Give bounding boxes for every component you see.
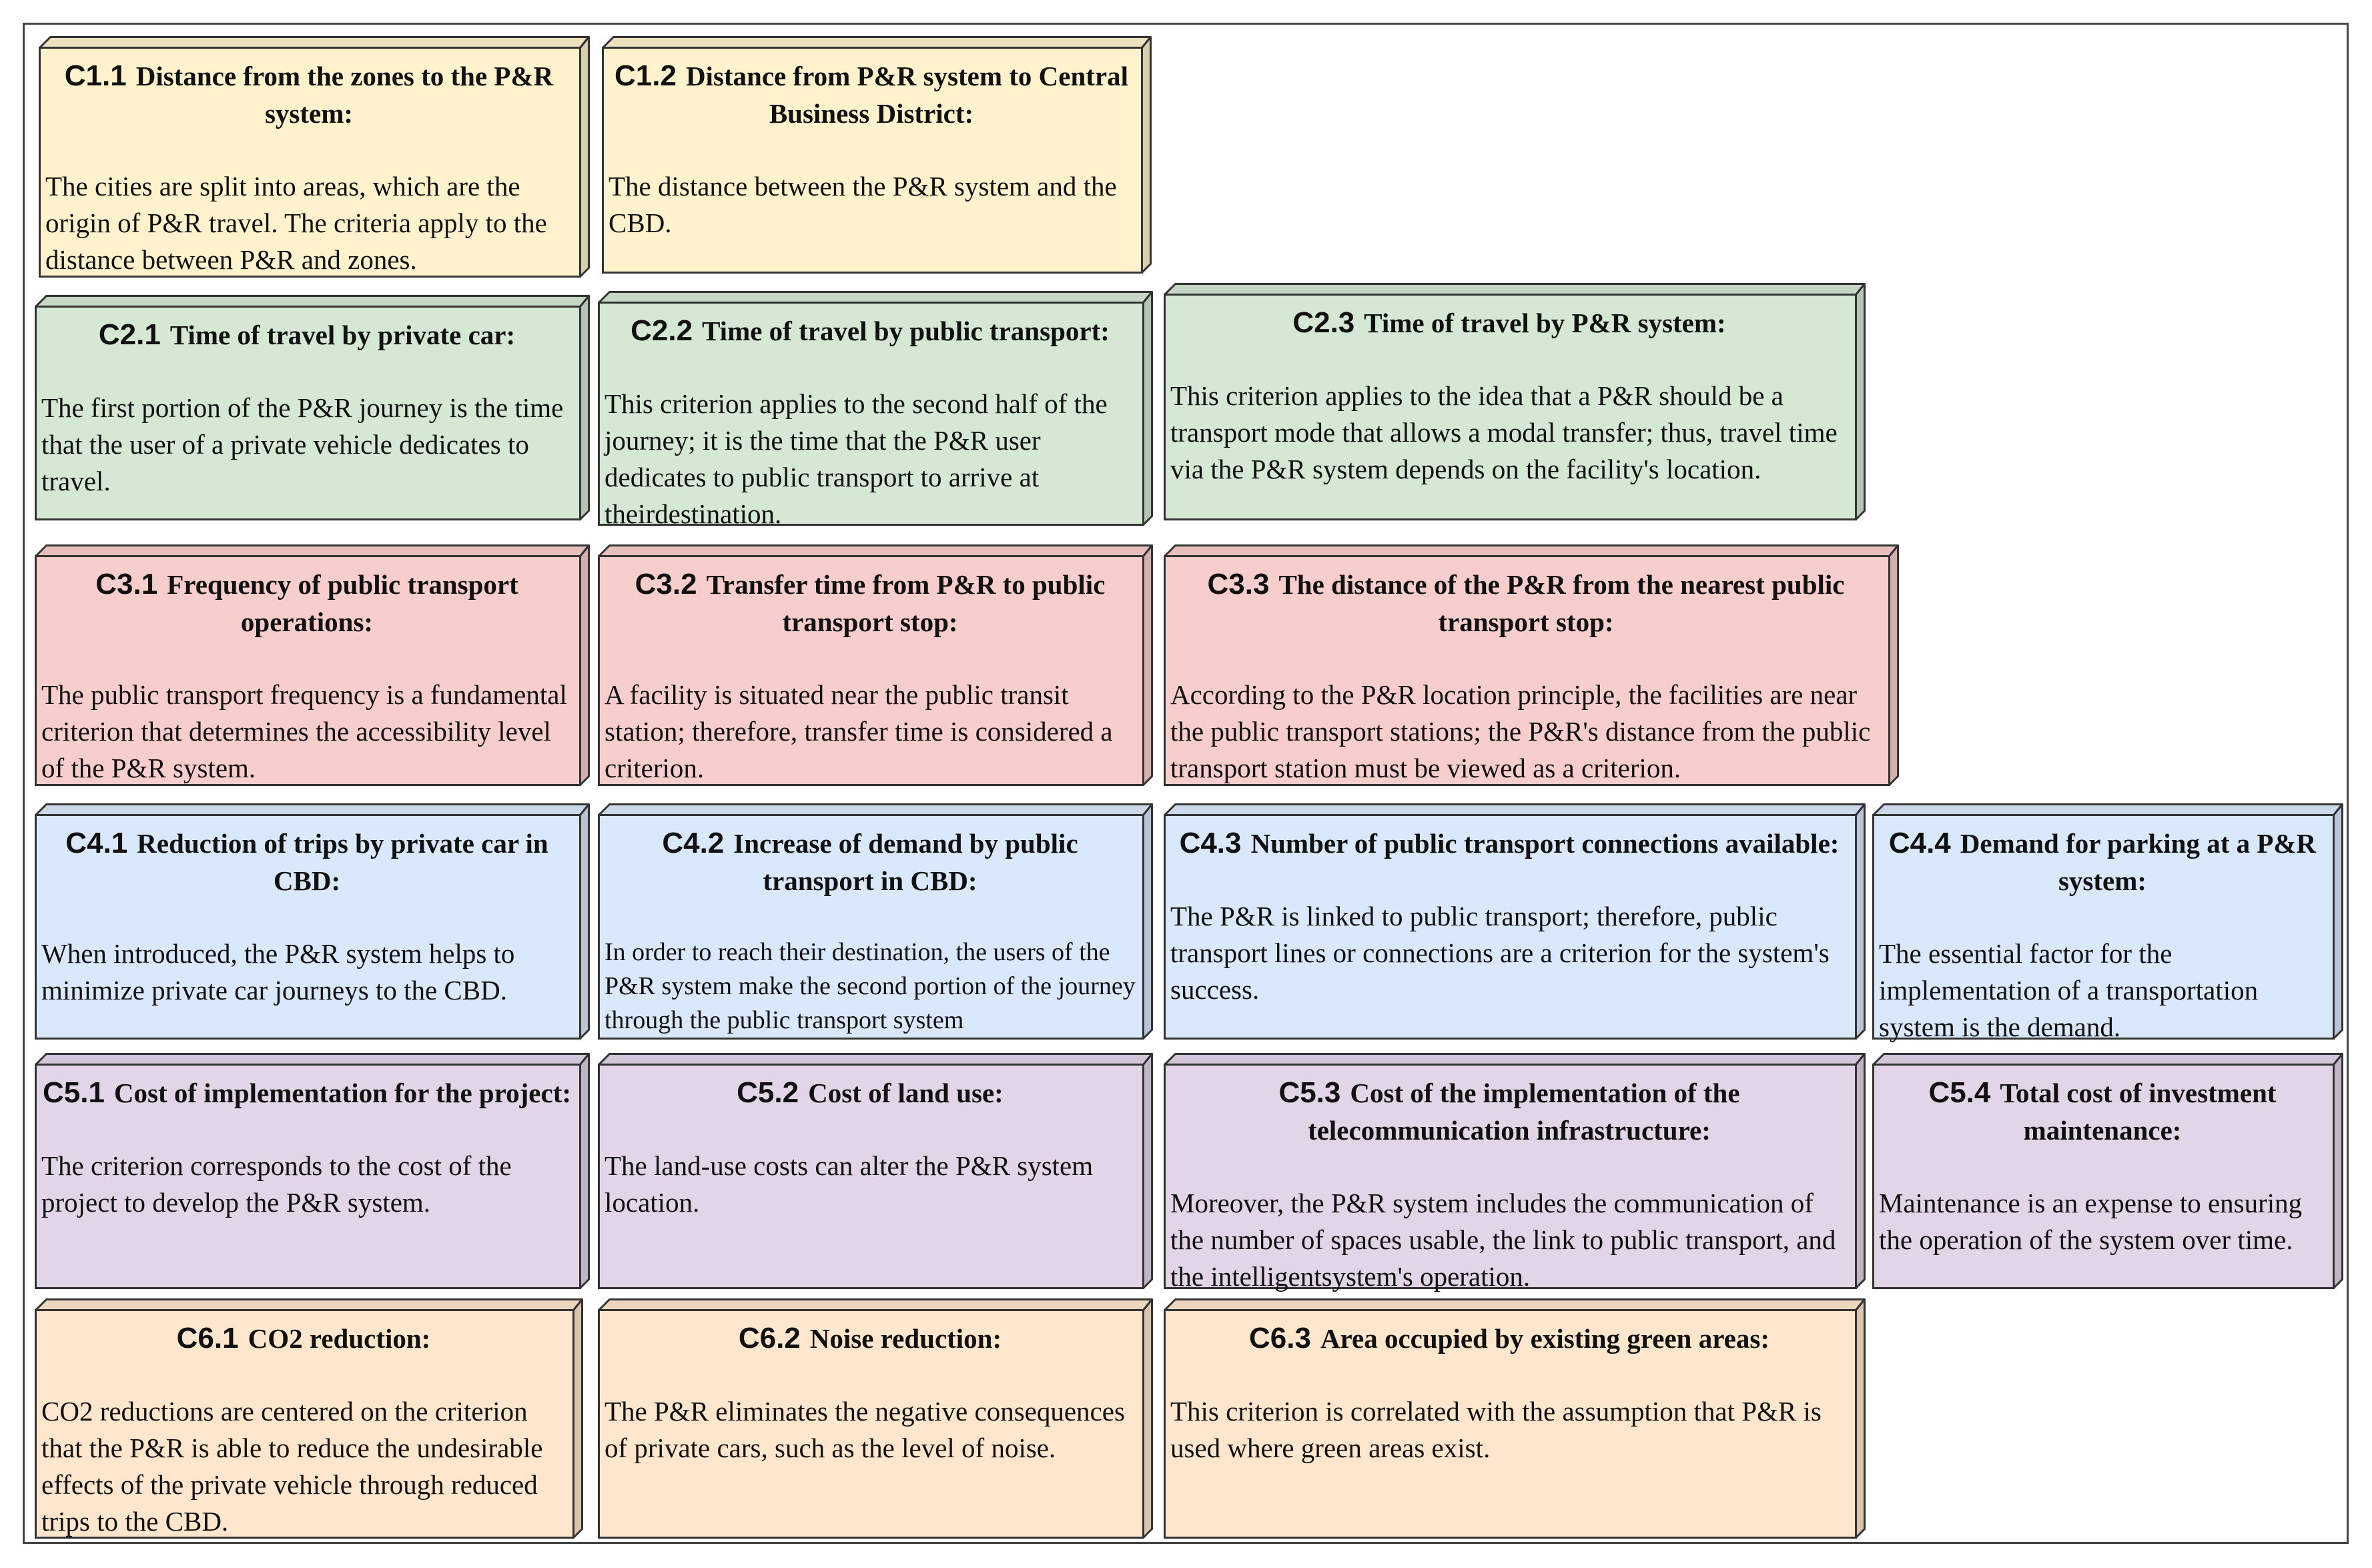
box-top-face xyxy=(36,1300,582,1310)
criterion-c2-2 xyxy=(598,291,1153,529)
box-top-face xyxy=(1874,1054,2343,1065)
box-side-face xyxy=(574,1300,582,1538)
criterion-description: According to the P&R location principle, the facilities are near the public transport stations; the P&R's distance from the public transport station must be viewed as a criterion. xyxy=(1170,679,1871,783)
criterion-title: C6.3 Area occupied by existing green areas: xyxy=(1249,1322,1769,1354)
criterion-c3-3 xyxy=(1164,544,1899,786)
box-side-face xyxy=(1144,1054,1152,1288)
criterion-code: C5.4 xyxy=(1928,1076,1991,1109)
box-side-face xyxy=(1144,292,1152,525)
criterion-c4-3 xyxy=(1164,803,1866,1040)
criterion-c3-1 xyxy=(35,544,590,786)
box-top-face xyxy=(1165,546,1898,556)
criterion-description: The first portion of the P&R journey is the time that the user of a private vehicle dedicates to travel. xyxy=(41,392,564,496)
criterion-description: The essential factor for the implementation of a transportation system is the demand. xyxy=(1879,938,2259,1042)
criterion-title: C4.2 Increase of demand by public transport in CBD: xyxy=(662,827,1078,896)
box-top-face xyxy=(1165,284,1865,295)
box-side-face xyxy=(580,296,589,520)
criterion-code: C4.4 xyxy=(1888,827,1951,859)
box-side-face xyxy=(1856,1054,1865,1288)
criterion-code: C1.1 xyxy=(64,59,127,92)
criterion-description: CO2 reductions are centered on the criterion that the P&R is able to reduce the undesirable effects of the private vehicle through reduced trips to the CBD. xyxy=(41,1396,543,1537)
criterion-code: C1.2 xyxy=(615,59,677,92)
criterion-title: C3.1 Frequency of public transport operations: xyxy=(95,568,518,637)
box-side-face xyxy=(1144,1300,1152,1538)
box-side-face xyxy=(1890,546,1898,785)
criterion-code: C3.1 xyxy=(95,568,158,601)
criterion-description: The distance between the P&R system and the CBD. xyxy=(609,171,1117,238)
box-side-face xyxy=(580,1054,589,1288)
criterion-c5-3 xyxy=(1164,1053,1866,1292)
criterion-description: The criterion corresponds to the cost of the project to develop the P&R system. xyxy=(41,1150,512,1218)
criterion-code: C3.3 xyxy=(1207,568,1270,601)
criterion-code: C6.3 xyxy=(1249,1322,1311,1354)
criterion-description: The cities are split into areas, which are the origin of P&R travel. The criteria apply to the distance between P&R and zones. xyxy=(45,171,547,275)
criterion-title: C2.2 Time of travel by public transport: xyxy=(631,314,1110,347)
criterion-c6-1 xyxy=(35,1298,583,1539)
criterion-c2-3 xyxy=(1164,283,1866,520)
box-top-face xyxy=(599,546,1152,556)
criterion-title: C4.4 Demand for parking at a P&R system: xyxy=(1888,827,2317,896)
criterion-c5-1 xyxy=(35,1053,590,1289)
criterion-code: C4.3 xyxy=(1179,827,1242,859)
criterion-code: C6.2 xyxy=(738,1322,801,1354)
box-top-face xyxy=(1165,1300,1865,1310)
criterion-title: C6.1 CO2 reduction: xyxy=(176,1322,431,1354)
box-side-face xyxy=(2334,805,2343,1039)
box-side-face xyxy=(1856,1300,1865,1538)
criterion-c1-2 xyxy=(602,36,1152,274)
box-top-face xyxy=(36,546,589,556)
criterion-title: C5.4 Total cost of investment maintenance: xyxy=(1928,1076,2277,1146)
criterion-code: C4.2 xyxy=(662,827,725,859)
box-side-face xyxy=(580,805,589,1039)
criterion-description: When introduced, the P&R system helps to minimize private car journeys to the CBD. xyxy=(41,938,515,1006)
criterion-description: Moreover, the P&R system includes the communication of the number of spaces usable, the link to public transport, and the intelligentsystem's operation. xyxy=(1170,1188,1836,1292)
box-top-face xyxy=(40,37,589,48)
box-top-face xyxy=(1165,1054,1865,1065)
criterion-description: The P&R eliminates the negative consequences of private cars, such as the level of noise. xyxy=(605,1396,1125,1463)
criterion-code: C2.1 xyxy=(98,318,161,351)
criterion-title: C3.3 The distance of the P&R from the nearest public transport stop: xyxy=(1207,568,1845,637)
criterion-title: C4.3 Number of public transport connections available: xyxy=(1179,827,1840,859)
box-side-face xyxy=(1142,37,1151,273)
box-side-face xyxy=(580,546,589,785)
criterion-code: C4.1 xyxy=(65,827,128,859)
criterion-title: C1.2 Distance from P&R system to Central Business District: xyxy=(615,59,1128,129)
box-top-face xyxy=(36,805,589,815)
criterion-title: C4.1 Reduction of trips by private car in CBD: xyxy=(65,827,548,896)
criterion-code: C2.3 xyxy=(1292,306,1355,339)
criterion-c3-2 xyxy=(598,544,1153,786)
criterion-c5-2 xyxy=(598,1053,1153,1289)
box-top-face xyxy=(1874,805,2343,815)
criterion-title: C5.1 Cost of implementation for the project: xyxy=(42,1076,572,1109)
criterion-description: This criterion applies to the idea that a P&R should be a transport mode that allows a modal transfer; thus, travel time via the P&R system depends on the facility's location. xyxy=(1170,380,1838,484)
criterion-title: C5.3 Cost of the implementation of the telecommunication infrastructure: xyxy=(1278,1076,1740,1146)
box-top-face xyxy=(599,1300,1152,1310)
criterion-description: Maintenance is an expense to ensuring the operation of the system over time. xyxy=(1879,1188,2303,1255)
criterion-c4-4 xyxy=(1872,803,2343,1040)
criterion-title: C2.1 Time of travel by private car: xyxy=(98,318,516,351)
criterion-title: C3.2 Transfer time from P&R to public transport stop: xyxy=(635,568,1106,637)
criterion-description: The public transport frequency is a fundamental criterion that determines the accessibility level of the P&R system. xyxy=(41,679,567,783)
criterion-c6-2 xyxy=(598,1298,1153,1539)
box-side-face xyxy=(1856,284,1865,520)
box-side-face xyxy=(1144,805,1152,1039)
box-side-face xyxy=(1144,546,1152,785)
criterion-description: In order to reach their destination, the users of the P&R system make the second portion of the journey through the public transport system xyxy=(605,938,1136,1034)
box-top-face xyxy=(1165,805,1865,815)
box-top-face xyxy=(599,1054,1152,1065)
box-top-face xyxy=(36,1054,589,1065)
criterion-description: The P&R is linked to public transport; therefore, public transport lines or connections are a criterion for the system's success. xyxy=(1170,901,1830,1005)
box-side-face xyxy=(2334,1054,2343,1288)
criterion-c6-3 xyxy=(1164,1298,1866,1539)
box-side-face xyxy=(580,37,589,277)
criterion-title: C6.2 Noise reduction: xyxy=(738,1322,1002,1354)
criterion-c5-4 xyxy=(1872,1053,2343,1289)
criterion-description: A facility is situated near the public transit station; therefore, transfer time is considered a criterion. xyxy=(605,679,1113,783)
box-top-face xyxy=(603,37,1151,48)
box-top-face xyxy=(599,805,1152,815)
criterion-code: C5.2 xyxy=(737,1076,799,1109)
box-top-face xyxy=(36,296,589,307)
criterion-c1-1 xyxy=(39,36,590,278)
criterion-title: C1.1 Distance from the zones to the P&R system: xyxy=(64,59,554,129)
box-top-face xyxy=(599,292,1152,303)
criterion-title: C5.2 Cost of land use: xyxy=(737,1076,1004,1109)
criterion-description: The land-use costs can alter the P&R system location. xyxy=(605,1150,1094,1218)
criterion-description: This criterion applies to the second half of the journey; it is the time that the P&R user dedicates to public transport to arrive at theirdestination. xyxy=(605,388,1108,529)
criterion-code: C2.2 xyxy=(631,314,693,347)
criterion-c2-1 xyxy=(35,295,590,520)
criterion-code: C6.1 xyxy=(176,1322,239,1354)
criterion-code: C3.2 xyxy=(635,568,697,601)
criterion-title: C2.3 Time of travel by P&R system: xyxy=(1292,306,1726,339)
criterion-code: C5.1 xyxy=(42,1076,105,1109)
box-side-face xyxy=(1856,805,1865,1039)
criterion-code: C5.3 xyxy=(1278,1076,1341,1109)
criterion-description: This criterion is correlated with the assumption that P&R is used where green areas exist. xyxy=(1170,1396,1822,1463)
criterion-c4-1 xyxy=(35,803,590,1040)
criterion-c4-2 xyxy=(598,803,1153,1040)
